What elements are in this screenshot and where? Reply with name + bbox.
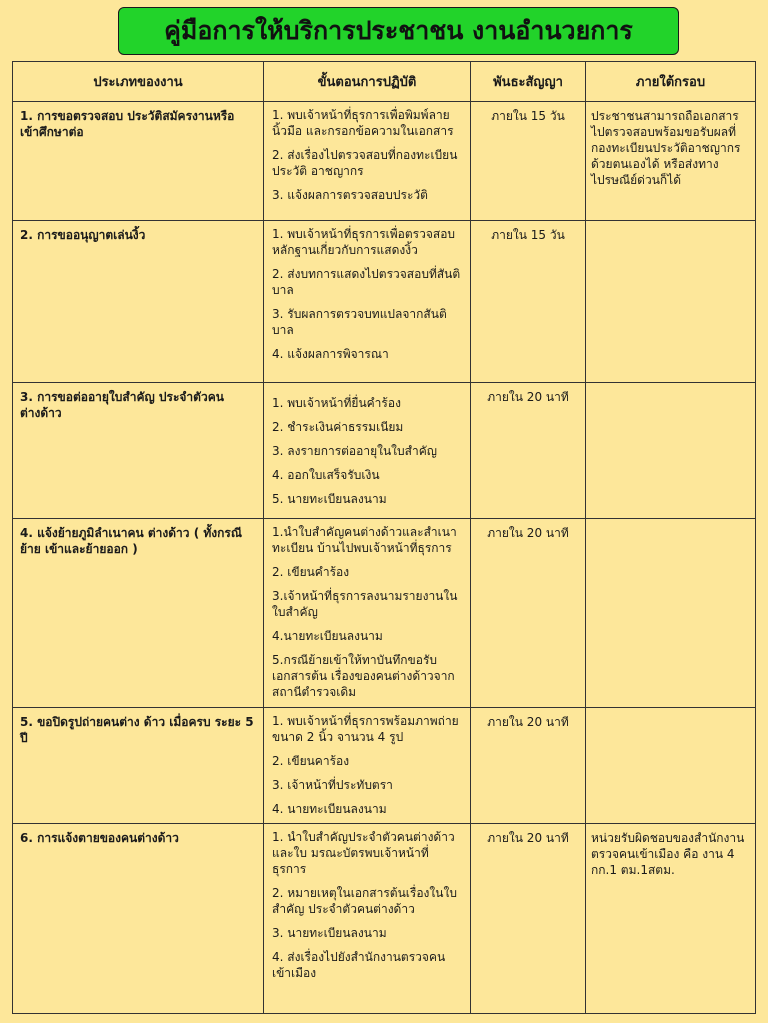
work-type-cell: 6. การแจ้งตายของคนต่างด้าว — [13, 824, 264, 1014]
procedure-step: 3.เจ้าหน้าที่ธุรการลงนามรายงานในใบสำคัญ — [272, 589, 458, 619]
procedure-step: 4.นายทะเบียนลงนาม — [272, 629, 383, 643]
table-row — [13, 519, 756, 708]
procedure-cell — [264, 221, 471, 383]
procedure-cell — [264, 383, 471, 519]
header-commitment: พันธะสัญญา — [471, 62, 586, 102]
header-procedure: ขั้นตอนการปฏิบัติ — [264, 62, 471, 102]
procedure-cell — [264, 519, 471, 708]
table-row — [13, 102, 756, 221]
work-type-cell: 1. การขอตรวจสอบ ประวัติสมัครงานหรือ เข้าศึกษาต่อ — [13, 102, 264, 221]
procedure-step: 5. นายทะเบียนลงนาม — [272, 492, 387, 506]
header-scope: ภายใต้กรอบ — [586, 62, 756, 102]
scope-cell: ประชาชนสามารถถือเอกสารไปตรวจสอบพร้อมขอรับผลที่กองทะเบียนประวัติอาชญากรด้วยตนเองได้ หรือส่งทางไปรษณีย์ด่วนก็ได้ — [586, 102, 756, 221]
procedure-step: 3. ลงรายการต่ออายุในใบสำคัญ — [272, 444, 437, 458]
procedure-cell — [264, 824, 471, 1014]
work-type-cell: 2. การขออนุญาตเล่นงิ้ว — [13, 221, 264, 383]
scope-cell — [586, 383, 756, 519]
procedure-step: 1. นำใบสำคัญประจำตัวคนต่างด้าวและใบ มรณะบัตรพบเจ้าหน้าที่ธุรการ — [272, 830, 455, 876]
procedure-step: 5.กรณีย้ายเข้าให้ทาบันทึกขอรับเอกสารต้น เรื่องของคนต่างด้าวจากสถานีตำรวจเดิม — [272, 653, 455, 699]
table-row — [13, 221, 756, 383]
procedure-step: 1. พบเจ้าหน้าที่ธุรการพร้อมภาพถ่ายขนาด 2 นิ้ว จานวน 4 รูป — [272, 714, 459, 744]
procedure-cell — [264, 102, 471, 221]
procedure-step: 4. แจ้งผลการพิจารณา — [272, 347, 389, 361]
table-row — [13, 824, 756, 1014]
scope-cell — [586, 221, 756, 383]
scope-cell — [586, 519, 756, 708]
procedure-step: 3. นายทะเบียนลงนาม — [272, 926, 387, 940]
procedure-step: 1. พบเจ้าหน้าที่ยื่นคำร้อง — [272, 396, 401, 410]
commitment-cell: ภายใน 15 วัน — [471, 102, 586, 221]
table-row — [13, 383, 756, 519]
procedure-step: 4. นายทะเบียนลงนาม — [272, 802, 387, 816]
scope-cell: หน่วยรับผิดชอบของสำนักงานตรวจคนเข้าเมือง คือ งาน 4 กก.1 ตม.1สตม. — [586, 824, 756, 1014]
procedure-step: 3. แจ้งผลการตรวจสอบประวัติ — [272, 188, 428, 202]
procedure-step: 3. เจ้าหน้าที่ประทับตรา — [272, 778, 393, 792]
procedure-step: 2. ส่งบทการแสดงไปตรวจสอบที่สันติบาล — [272, 267, 461, 297]
scope-cell — [586, 708, 756, 824]
page-title: คู่มือการให้บริการประชาชน งานอำนวยการ — [118, 7, 679, 55]
procedure-step: 2. ชำระเงินค่าธรรมเนียม — [272, 420, 404, 434]
procedure-step: 2. ส่งเรื่องไปตรวจสอบที่กองทะเบียนประวัติ อาชญากร — [272, 148, 458, 178]
procedure-step: 4. ส่งเรื่องไปยังสำนักงานตรวจคนเข้าเมือง — [272, 950, 446, 980]
work-type-cell: 4. แจ้งย้ายภูมิลำเนาคน ต่างด้าว ( ทั้งกรณีย้าย เข้าและย้ายออก ) — [13, 519, 264, 708]
procedure-cell — [264, 708, 471, 824]
table-header-row — [13, 62, 756, 102]
procedure-step: 4. ออกใบเสร็จรับเงิน — [272, 468, 380, 482]
procedure-step: 3. รับผลการตรวจบทแปลจากสันติบาล — [272, 307, 447, 337]
commitment-cell: ภายใน 20 นาที — [471, 383, 586, 519]
procedure-step: 2. เขียนคาร้อง — [272, 754, 350, 768]
procedure-step: 2. เขียนคำร้อง — [272, 565, 350, 579]
header-work-type: ประเภทของงาน — [13, 62, 264, 102]
commitment-cell: ภายใน 20 นาที — [471, 519, 586, 708]
commitment-cell: ภายใน 20 นาที — [471, 708, 586, 824]
work-type-cell: 3. การขอต่ออายุใบสำคัญ ประจำตัวคนต่างด้าว — [13, 383, 264, 519]
work-type-cell: 5. ขอปิดรูปถ่ายคนต่าง ด้าว เมื่อครบ ระยะ 5 ปี — [13, 708, 264, 824]
procedure-step: 1.นำใบสำคัญคนต่างด้าวและสำเนาทะเบียน บ้านไปพบเจ้าหน้าที่ธุรการ — [272, 525, 457, 555]
procedure-step: 1. พบเจ้าหน้าที่ธุรการเพื่อตรวจสอบหลักฐานเกี่ยวกับการแสดงงิ้ว — [272, 227, 456, 257]
procedure-step: 2. หมายเหตุในเอกสารต้นเรื่องในใบสำคัญ ประจำตัวคนต่างด้าว — [272, 886, 457, 916]
commitment-cell: ภายใน 20 นาที — [471, 824, 586, 1014]
table-row — [13, 708, 756, 824]
commitment-cell: ภายใน 15 วัน — [471, 221, 586, 383]
procedure-step: 1. พบเจ้าหน้าที่ธุรการเพื่อพิมพ์ลายนิ้วมือ และกรอกข้อความในเอกสาร — [272, 108, 454, 138]
service-table — [12, 61, 756, 1014]
